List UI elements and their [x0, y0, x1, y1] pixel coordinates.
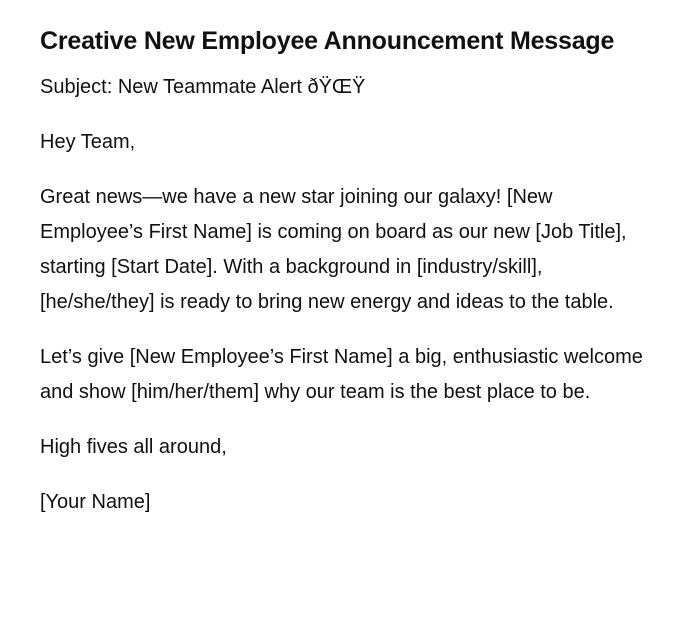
greeting: Hey Team, [40, 131, 136, 153]
closing-line: High fives all around, [40, 436, 227, 458]
document-title: Creative New Employee Announcement Message [40, 27, 615, 55]
email-subject-line: Subject: New Teammate Alert ðŸŒŸ [40, 76, 366, 98]
signature-placeholder: [Your Name] [40, 491, 151, 513]
document [40, 24, 660, 540]
body-paragraph-welcome: Let’s give [New Employee’s First Name] a big, enthusiastic welcome and show [him/her/them] why our team is the best place to be. [40, 346, 643, 403]
body-paragraph-announcement: Great news—we have a new star joining our galaxy! [New Employee’s First Name] is coming on board as our new [Job Title], starting [Start Date]. With a background in [industry/skill], [he/she/they] is ready to bring new energy and ideas to the table. [40, 186, 627, 313]
